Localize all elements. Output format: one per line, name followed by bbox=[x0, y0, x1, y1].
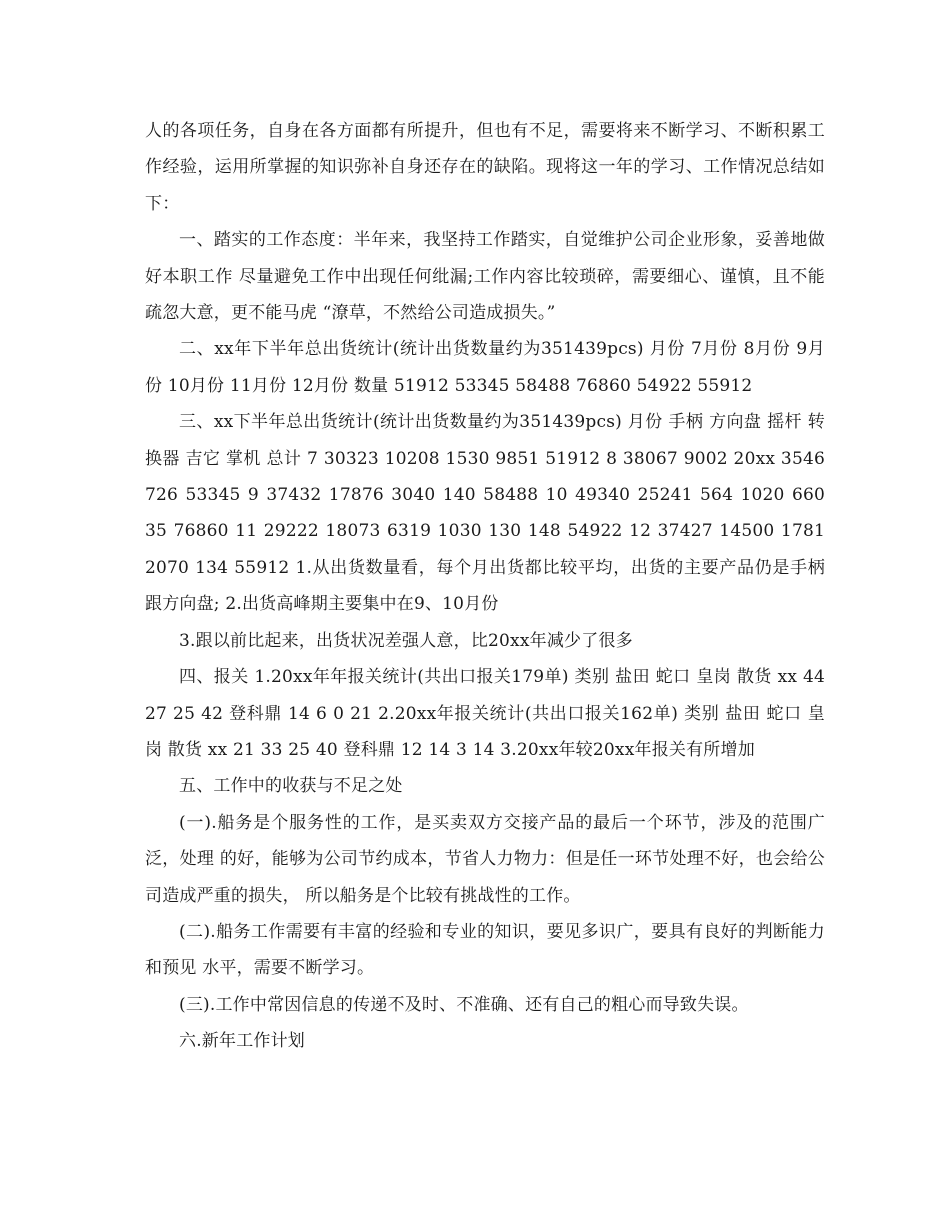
paragraph-gain-3: (三).工作中常因信息的传递不及时、不准确、还有自己的粗心而导致失误。 bbox=[179, 994, 749, 1015]
heading-gains-shortcomings: 五、工作中的收获与不足之处 bbox=[179, 776, 403, 797]
paragraph-gain-1: (一).船务是个服务性的工作，是买卖双方交接产品的最后一个环节，涉及的范围广泛，处理 的好，能够为公司节约成本，节省人力物力：但是任一环节处理不好，也会给公司造成严重的损失， 所以船务是个比较有挑战性的工作。 bbox=[145, 812, 825, 906]
paragraph-shipment-comparison: 3.跟以前比起来，出货状况差强人意，比20xx年减少了很多 bbox=[179, 630, 633, 651]
paragraph-gain-2: (二).船务工作需要有丰富的经验和专业的知识，要见多识广，要具有良好的判断能力和预见 水平，需要不断学习。 bbox=[145, 921, 825, 979]
paragraph-work-attitude: 一、踏实的工作态度：半年来，我坚持工作踏实，自觉维护公司企业形象，妥善地做好本职工作 尽量避免工作中出现任何纰漏;工作内容比较琐碎，需要细心、谨慎，且不能疏忽大意，更不能马虎 “潦草，不然给公司造成损失。” bbox=[145, 230, 825, 324]
document-body bbox=[145, 113, 825, 1060]
paragraph-shipment-summary: 二、xx年下半年总出货统计(统计出货数量约为351439pcs) 月份 7月份 8月份 9月份 10月份 11月份 12月份 数量 51912 53345 58488 76860 54922 55912 bbox=[145, 339, 825, 396]
paragraph-shipment-detail: 三、xx下半年总出货统计(统计出货数量约为351439pcs) 月份 手柄 方向盘 摇杆 转换器 吉它 掌机 总计 7 30323 10208 1530 9851 51912 8 38067 9002 20xx 3546 726 53345 9 37432 17876 3040 140 58488 10 49340 25241 564 1020 660 35 76860 11 29222 18073 6319 1030 130 148 54922 12 37427 14500 1781 2070 134 55912 1.从出货数量看，每个月出货都比较平均，出货的主要产品仍是手柄跟方向盘; 2.出货高峰期主要集中在9、10月份 bbox=[145, 412, 825, 615]
paragraph-intro: 人的各项任务，自身在各方面都有所提升，但也有不足，需要将来不断学习、不断积累工 作经验，运用所掌握的知识弥补自身还存在的缺陷。现将这一年的学习、工作情况总结如下： bbox=[145, 121, 825, 214]
paragraph-customs: 四、报关 1.20xx年年报关统计(共出口报关179单) 类别 盐田 蛇口 皇岗 散货 xx 44 27 25 42 登科鼎 14 6 0 21 2.20xx年报关统计(共出口报关162单) 类别 盐田 蛇口 皇岗 散货 xx 21 33 25 40 登科鼎 12 14 3 14 3.20xx年较20xx年报关有所增加 bbox=[145, 667, 825, 760]
heading-new-year-plan: 六.新年工作计划 bbox=[179, 1031, 306, 1052]
